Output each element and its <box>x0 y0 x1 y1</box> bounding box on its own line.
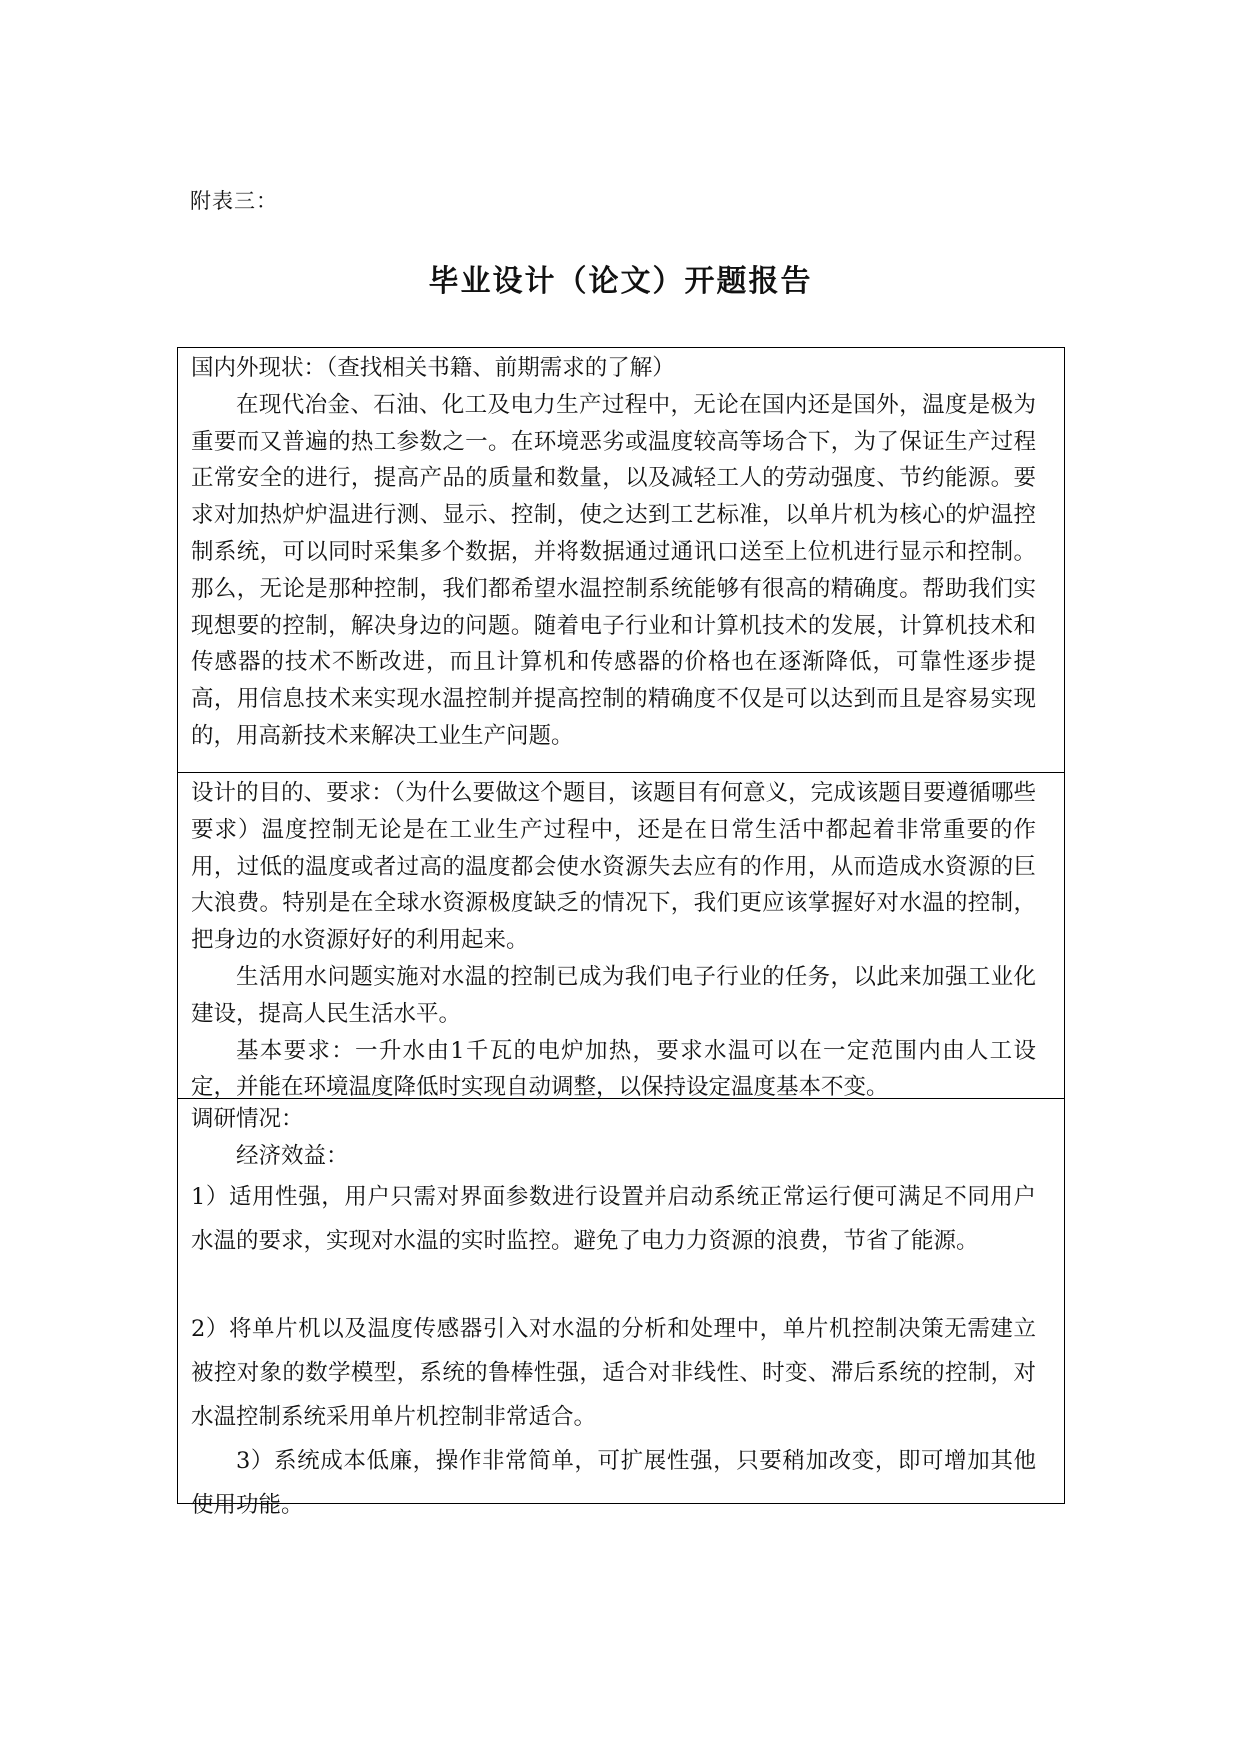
list-item: 1）适用性强，用户只需对界面参数进行设置并启动系统正常运行便可满足不同用户水温的要求，实现对水温的实时监控。避免了电力力资源的浪费，节省了能源。 <box>191 1183 1036 1254</box>
spacer <box>191 1263 1036 1307</box>
section-current-status <box>178 348 1064 773</box>
document-title: 毕业设计（论文）开题报告 <box>428 264 813 299</box>
list-item: 3）系统成本低廉，操作非常简单，可扩展性强，只要稍加改变，即可增加其他使用功能。 <box>191 1447 1036 1518</box>
section-research <box>178 1099 1064 1518</box>
report-table <box>177 347 1065 1518</box>
section-paragraph: 在现代冶金、石油、化工及电力生产过程中，无论在国内还是国外，温度是极为重要而又普遍的热工参数之一。在环境恶劣或温度较高等场合下，为了保证生产过程正常安全的进行，提高产品的质量和数量，以及减轻工人的劳动强度、节约能源。要求对加热炉炉温进行测、显示、控制，使之达到工艺标准，以单片机为核心的炉温控制系统，可以同时采集多个数据，并将数据通过通讯口送至上位机进行显示和控制。那么，无论是那种控制，我们都希望水温控制系统能够有很高的精确度。帮助我们实现想要的控制，解决身边的问题。随着电子行业和计算机技术的发展，计算机技术和传感器的技术不断改进，而且计算机和传感器的价格也在逐渐降低，可靠性逐步提高，用信息技术来实现水温控制并提高控制的精确度不仅是可以达到而且是容易实现的，用高新技术来解决工业生产问题。 <box>191 391 1036 749</box>
section-heading: 设计的目的、要求：（为什么要做这个题目，该题目有何意义，完成该题目要遵循哪些要求）温度控制无论是在工业生产过程中，还是在日常生活中都起着非常重要的作用，过低的温度或者过高的温度都会使水资源失去应有的作用，从而造成水资源的巨大浪费。特别是在全球水资源极度缺乏的情况下，我们更应该掌握好对水温的控制，把身边的水资源好好的利用起来。 <box>191 780 1036 954</box>
section-design-goals <box>178 773 1064 1099</box>
section-paragraph: 基本要求：一升水由1千瓦的电炉加热，要求水温可以在一定范围内由人工设定，并能在环境温度降低时实现自动调整，以保持设定温度基本不变。 <box>191 1037 1036 1101</box>
section-subheading: 经济效益： <box>236 1142 349 1169</box>
section-heading: 国内外现状：（查找相关书籍、前期需求的了解） <box>191 355 675 381</box>
section-paragraph: 生活用水问题实施对水温的控制已成为我们电子行业的任务，以此来加强工业化建设，提高人民生活水平。 <box>191 963 1036 1027</box>
list-item: 2）将单片机以及温度传感器引入对水温的分析和处理中，单片机控制决策无需建立被控对象的数学模型，系统的鲁棒性强，适合对非线性、时变、滞后系统的控制，对水温控制系统采用单片机控制非常适合。 <box>191 1315 1036 1430</box>
appendix-label: 附表三： <box>190 189 278 213</box>
section-heading: 调研情况： <box>191 1106 304 1132</box>
